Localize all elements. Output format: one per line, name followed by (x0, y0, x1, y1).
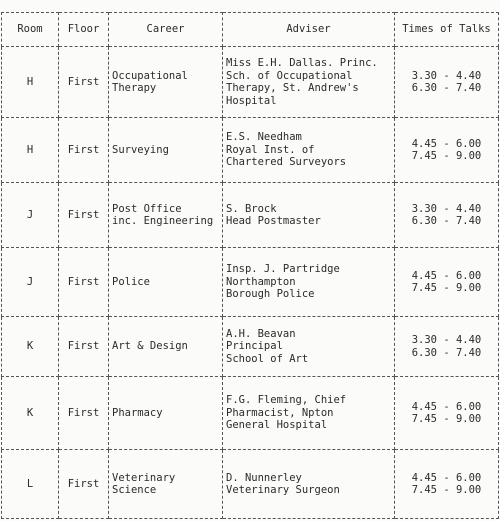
career-cell (109, 47, 223, 118)
room-cell: K (2, 377, 59, 450)
adviser-cell (223, 118, 395, 183)
time-slot: 6.30 - 7.40 (411, 215, 482, 227)
floor-cell: First (59, 450, 109, 519)
room-cell: K (2, 317, 59, 377)
floor-cell: First (59, 47, 109, 118)
career-line: Science (112, 484, 157, 496)
adviser-cell (223, 450, 395, 519)
room-cell: H (2, 118, 59, 183)
times-cell (395, 377, 499, 450)
time-slot: 6.30 - 7.40 (411, 346, 482, 359)
floor-cell: First (59, 377, 109, 450)
table-row (2, 317, 499, 377)
adviser-line: Principal (226, 340, 283, 353)
times-cell (395, 118, 499, 183)
adviser-line: Pharmacist, Npton (226, 406, 334, 419)
floor-cell: First (59, 317, 109, 377)
time-slot: 4.45 - 6.00 (411, 400, 482, 413)
career-line: Art & Design (112, 340, 188, 353)
adviser-cell (223, 317, 395, 377)
career-line: Police (112, 275, 150, 288)
times-cell (395, 450, 499, 519)
header-adviser: Adviser (223, 13, 395, 47)
career-cell (109, 450, 223, 519)
header-room: Room (2, 13, 59, 47)
career-cell (109, 118, 223, 183)
table-row (2, 377, 499, 450)
career-cell (109, 377, 223, 450)
career-cell (109, 317, 223, 377)
floor-cell: First (59, 248, 109, 317)
adviser-cell (223, 183, 395, 248)
adviser-line: Head Postmaster (226, 215, 321, 227)
adviser-line: Miss E.H. Dallas. Princ. (226, 57, 378, 69)
adviser-line: Royal Inst. of (226, 143, 315, 156)
talks-schedule-table (1, 12, 499, 519)
adviser-line: Northampton (226, 275, 296, 288)
table-row (2, 183, 499, 248)
time-slot: 7.45 - 9.00 (411, 484, 482, 496)
table-row (2, 47, 499, 118)
adviser-line: A.H. Beavan (226, 327, 296, 340)
table-header-row (2, 13, 499, 47)
time-slot: 3.30 - 4.40 (411, 334, 482, 346)
header-floor: Floor (59, 13, 109, 47)
adviser-line: Veterinary Surgeon (226, 484, 340, 496)
room-cell: J (2, 183, 59, 248)
room-cell: H (2, 47, 59, 118)
floor-cell: First (59, 118, 109, 183)
adviser-line: Hospital (226, 94, 277, 107)
time-slot: 3.30 - 4.40 (411, 202, 482, 215)
header-career: Career (109, 13, 223, 47)
room-cell: L (2, 450, 59, 519)
career-line: Veterinary (112, 471, 176, 484)
times-cell (395, 317, 499, 377)
room-cell: J (2, 248, 59, 317)
adviser-line: E.S. Needham (226, 131, 302, 144)
career-cell (109, 183, 223, 248)
adviser-cell (223, 248, 395, 317)
adviser-line: General Hospital (226, 419, 328, 432)
time-slot: 4.45 - 6.00 (411, 471, 482, 484)
adviser-line: D. Nunnerley (226, 471, 302, 484)
adviser-line: F.G. Fleming, Chief (226, 394, 347, 407)
adviser-line: S. Brock (226, 202, 277, 215)
adviser-cell (223, 47, 395, 118)
floor-cell: First (59, 183, 109, 248)
adviser-line: School of Art (226, 352, 309, 365)
time-slot: 6.30 - 7.40 (411, 82, 482, 94)
adviser-cell (223, 377, 395, 450)
time-slot: 7.45 - 9.00 (411, 150, 482, 162)
career-cell (109, 248, 223, 317)
adviser-line: Insp. J. Partridge (226, 263, 340, 276)
career-line: Surveying (112, 143, 169, 156)
adviser-line: Sch. of Occupational (226, 69, 353, 82)
time-slot: 4.45 - 6.00 (411, 269, 482, 282)
table-row (2, 248, 499, 317)
times-cell (395, 248, 499, 317)
career-line: Therapy (112, 82, 157, 94)
adviser-line: Borough Police (226, 288, 315, 301)
time-slot: 3.30 - 4.40 (411, 69, 482, 82)
time-slot: 7.45 - 9.00 (411, 413, 482, 425)
career-line: Pharmacy (112, 406, 163, 419)
career-line: Post Office (112, 202, 182, 215)
header-times: Times of Talks (395, 13, 499, 47)
time-slot: 4.45 - 6.00 (411, 137, 482, 150)
career-line: Occupational (112, 69, 188, 82)
time-slot: 7.45 - 9.00 (411, 282, 482, 294)
adviser-line: Therapy, St. Andrew's (226, 82, 359, 94)
table-row (2, 450, 499, 519)
times-cell (395, 47, 499, 118)
adviser-line: Chartered Surveyors (226, 156, 347, 169)
career-line: inc. Engineering (112, 215, 214, 227)
times-cell (395, 183, 499, 248)
table-row (2, 118, 499, 183)
